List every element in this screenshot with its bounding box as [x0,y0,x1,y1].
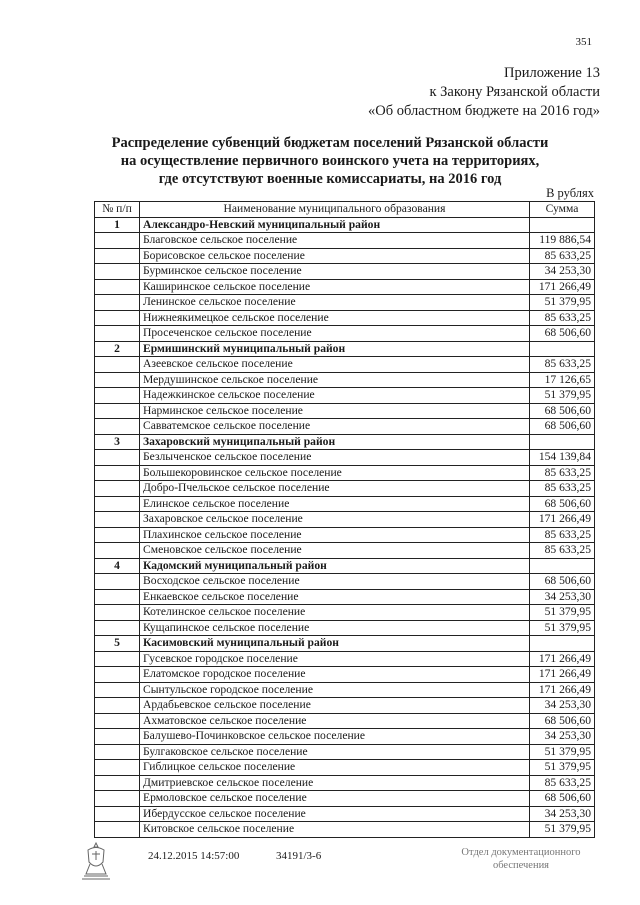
cell-sum: 85 633,25 [530,775,595,791]
cell-sum: 85 633,25 [530,481,595,497]
cell-sum: 51 379,95 [530,388,595,404]
cell-name: Ермоловское сельское поселение [140,791,530,807]
table-row [95,450,595,466]
cell-name: Кущапинское сельское поселение [140,620,530,636]
table-row [95,760,595,776]
cell-num [95,419,140,435]
cell-sum: 85 633,25 [530,465,595,481]
header-sum: Сумма [530,202,595,218]
cell-name: Восходское сельское поселение [140,574,530,590]
registry-stamp [446,846,596,872]
cell-name: Большекоровинское сельское поселение [140,465,530,481]
table-row [95,698,595,714]
cell-sum [530,217,595,233]
cell-num [95,775,140,791]
document-title [90,134,570,188]
cell-num [95,326,140,342]
cell-num [95,574,140,590]
table-row [95,822,595,838]
cell-name: Кадомский муниципальный район [140,558,530,574]
cell-name: Александро-Невский муниципальный район [140,217,530,233]
table-row [95,248,595,264]
header-name: Наименование муниципального образования [140,202,530,218]
cell-name: Ермишинский муниципальный район [140,341,530,357]
cell-num [95,698,140,714]
cell-num [95,450,140,466]
cell-sum: 154 139,84 [530,450,595,466]
budget-table [94,201,595,838]
cell-num [95,806,140,822]
cell-num [95,512,140,528]
page-number: 351 [575,36,592,48]
cell-num [95,589,140,605]
cell-sum: 119 886,54 [530,233,595,249]
table-row [95,651,595,667]
table-row [95,791,595,807]
cell-name: Сынтульское городское поселение [140,682,530,698]
cell-num [95,372,140,388]
cell-num [95,357,140,373]
cell-name: Ардабьевское сельское поселение [140,698,530,714]
cell-num [95,822,140,838]
cell-sum: 51 379,95 [530,605,595,621]
cell-name: Ленинское сельское поселение [140,295,530,311]
cell-name: Гусевское городское поселение [140,651,530,667]
cell-name: Захаровский муниципальный район [140,434,530,450]
cell-name: Каширинское сельское поселение [140,279,530,295]
cell-sum: 34 253,30 [530,729,595,745]
cell-sum: 85 633,25 [530,543,595,559]
cell-name: Ибердусское сельское поселение [140,806,530,822]
cell-num [95,295,140,311]
cell-sum: 68 506,60 [530,419,595,435]
cell-num [95,620,140,636]
district-row [95,434,595,450]
table-row [95,775,595,791]
cell-name: Добро-Пчельское сельское поселение [140,481,530,497]
table-row [95,496,595,512]
table-row [95,295,595,311]
table-row [95,729,595,745]
table-row [95,605,595,621]
cell-sum: 68 506,60 [530,574,595,590]
table-row [95,372,595,388]
cell-num [95,667,140,683]
cell-name: Балушево-Починковское сельское поселение [140,729,530,745]
cell-name: Захаровское сельское поселение [140,512,530,528]
stamp-line-1: Отдел документационного [461,847,581,858]
coat-of-arms-icon [76,840,116,882]
cell-num [95,481,140,497]
table-row [95,744,595,760]
cell-name: Борисовское сельское поселение [140,248,530,264]
cell-name: Гиблицкое сельское поселение [140,760,530,776]
cell-sum: 51 379,95 [530,295,595,311]
cell-name: Сменовское сельское поселение [140,543,530,559]
table-row [95,403,595,419]
table-row [95,682,595,698]
cell-sum: 171 266,49 [530,651,595,667]
cell-sum: 171 266,49 [530,512,595,528]
table-row [95,620,595,636]
cell-num [95,605,140,621]
title-line-1: Распределение субвенций бюджетам поселений Рязанской области [111,135,549,151]
cell-sum: 85 633,25 [530,527,595,543]
cell-sum: 85 633,25 [530,357,595,373]
cell-sum: 34 253,30 [530,589,595,605]
cell-sum: 51 379,95 [530,760,595,776]
cell-num [95,233,140,249]
cell-num [95,496,140,512]
cell-num [95,388,140,404]
currency-note: В рублях [546,186,594,200]
cell-num [95,264,140,280]
table-row [95,589,595,605]
cell-num [95,465,140,481]
footer-datetime: 24.12.2015 14:57:00 [148,850,240,862]
cell-num [95,248,140,264]
cell-num [95,279,140,295]
footer-doc-code: 34191/3-6 [276,850,322,862]
table-row [95,543,595,559]
cell-name: Нарминское сельское поселение [140,403,530,419]
cell-num [95,729,140,745]
table-row [95,357,595,373]
cell-name: Нижнеякимецкое сельское поселение [140,310,530,326]
cell-name: Безлыченское сельское поселение [140,450,530,466]
cell-num [95,527,140,543]
table-row [95,512,595,528]
cell-name: Бурминское сельское поселение [140,264,530,280]
cell-name: Азеевское сельское поселение [140,357,530,373]
table-row [95,806,595,822]
table-row [95,574,595,590]
cell-num: 5 [95,636,140,652]
table-row [95,388,595,404]
cell-num: 1 [95,217,140,233]
cell-num: 2 [95,341,140,357]
annex-line-1: Приложение 13 [504,65,600,81]
table-row [95,233,595,249]
cell-sum: 68 506,60 [530,791,595,807]
cell-sum: 51 379,95 [530,822,595,838]
cell-sum: 34 253,30 [530,698,595,714]
table-header-row [95,202,595,218]
cell-num [95,713,140,729]
cell-name: Елатомское городское поселение [140,667,530,683]
cell-sum [530,636,595,652]
cell-num [95,682,140,698]
cell-sum: 68 506,60 [530,496,595,512]
district-row [95,217,595,233]
table-row [95,667,595,683]
title-line-3: где отсутствуют военные комиссариаты, на 2016 год [158,171,502,187]
cell-name: Булгаковское сельское поселение [140,744,530,760]
cell-sum: 171 266,49 [530,279,595,295]
annex-block [300,64,600,121]
cell-num: 3 [95,434,140,450]
cell-sum: 34 253,30 [530,806,595,822]
cell-sum: 171 266,49 [530,667,595,683]
district-row [95,636,595,652]
cell-sum [530,341,595,357]
table-row [95,713,595,729]
district-row [95,558,595,574]
header-num: № п/п [95,202,140,218]
cell-name: Просеченское сельское поселение [140,326,530,342]
cell-sum: 17 126,65 [530,372,595,388]
table-row [95,279,595,295]
cell-name: Енкаевское сельское поселение [140,589,530,605]
cell-sum: 171 266,49 [530,682,595,698]
title-line-2: на осуществление первичного воинского учета на территориях, [120,153,540,169]
table-row [95,419,595,435]
table-row [95,264,595,280]
cell-name: Касимовский муниципальный район [140,636,530,652]
cell-num [95,543,140,559]
table-row [95,527,595,543]
cell-sum: 34 253,30 [530,264,595,280]
cell-sum: 68 506,60 [530,326,595,342]
cell-num [95,403,140,419]
cell-num [95,760,140,776]
table-row [95,465,595,481]
cell-num [95,791,140,807]
cell-name: Мердушинское сельское поселение [140,372,530,388]
cell-name: Дмитриевское сельское поселение [140,775,530,791]
table-row [95,326,595,342]
cell-sum: 85 633,25 [530,310,595,326]
cell-name: Ахматовское сельское поселение [140,713,530,729]
cell-name: Благовское сельское поселение [140,233,530,249]
cell-name: Савватемское сельское поселение [140,419,530,435]
cell-num [95,744,140,760]
cell-name: Плахинское сельское поселение [140,527,530,543]
table-row [95,310,595,326]
annex-line-3: «Об областном бюджете на 2016 год» [368,103,600,119]
cell-sum [530,434,595,450]
annex-line-2: к Закону Рязанской области [429,84,600,100]
table-row [95,481,595,497]
cell-name: Котелинское сельское поселение [140,605,530,621]
cell-sum: 68 506,60 [530,403,595,419]
cell-num: 4 [95,558,140,574]
cell-sum: 85 633,25 [530,248,595,264]
cell-num [95,310,140,326]
district-row [95,341,595,357]
cell-name: Елинское сельское поселение [140,496,530,512]
stamp-line-2: обеспечения [492,860,550,871]
cell-sum: 51 379,95 [530,744,595,760]
cell-name: Китовское сельское поселение [140,822,530,838]
cell-sum: 68 506,60 [530,713,595,729]
cell-sum: 51 379,95 [530,620,595,636]
cell-name: Надежкинское сельское поселение [140,388,530,404]
cell-num [95,651,140,667]
cell-sum [530,558,595,574]
